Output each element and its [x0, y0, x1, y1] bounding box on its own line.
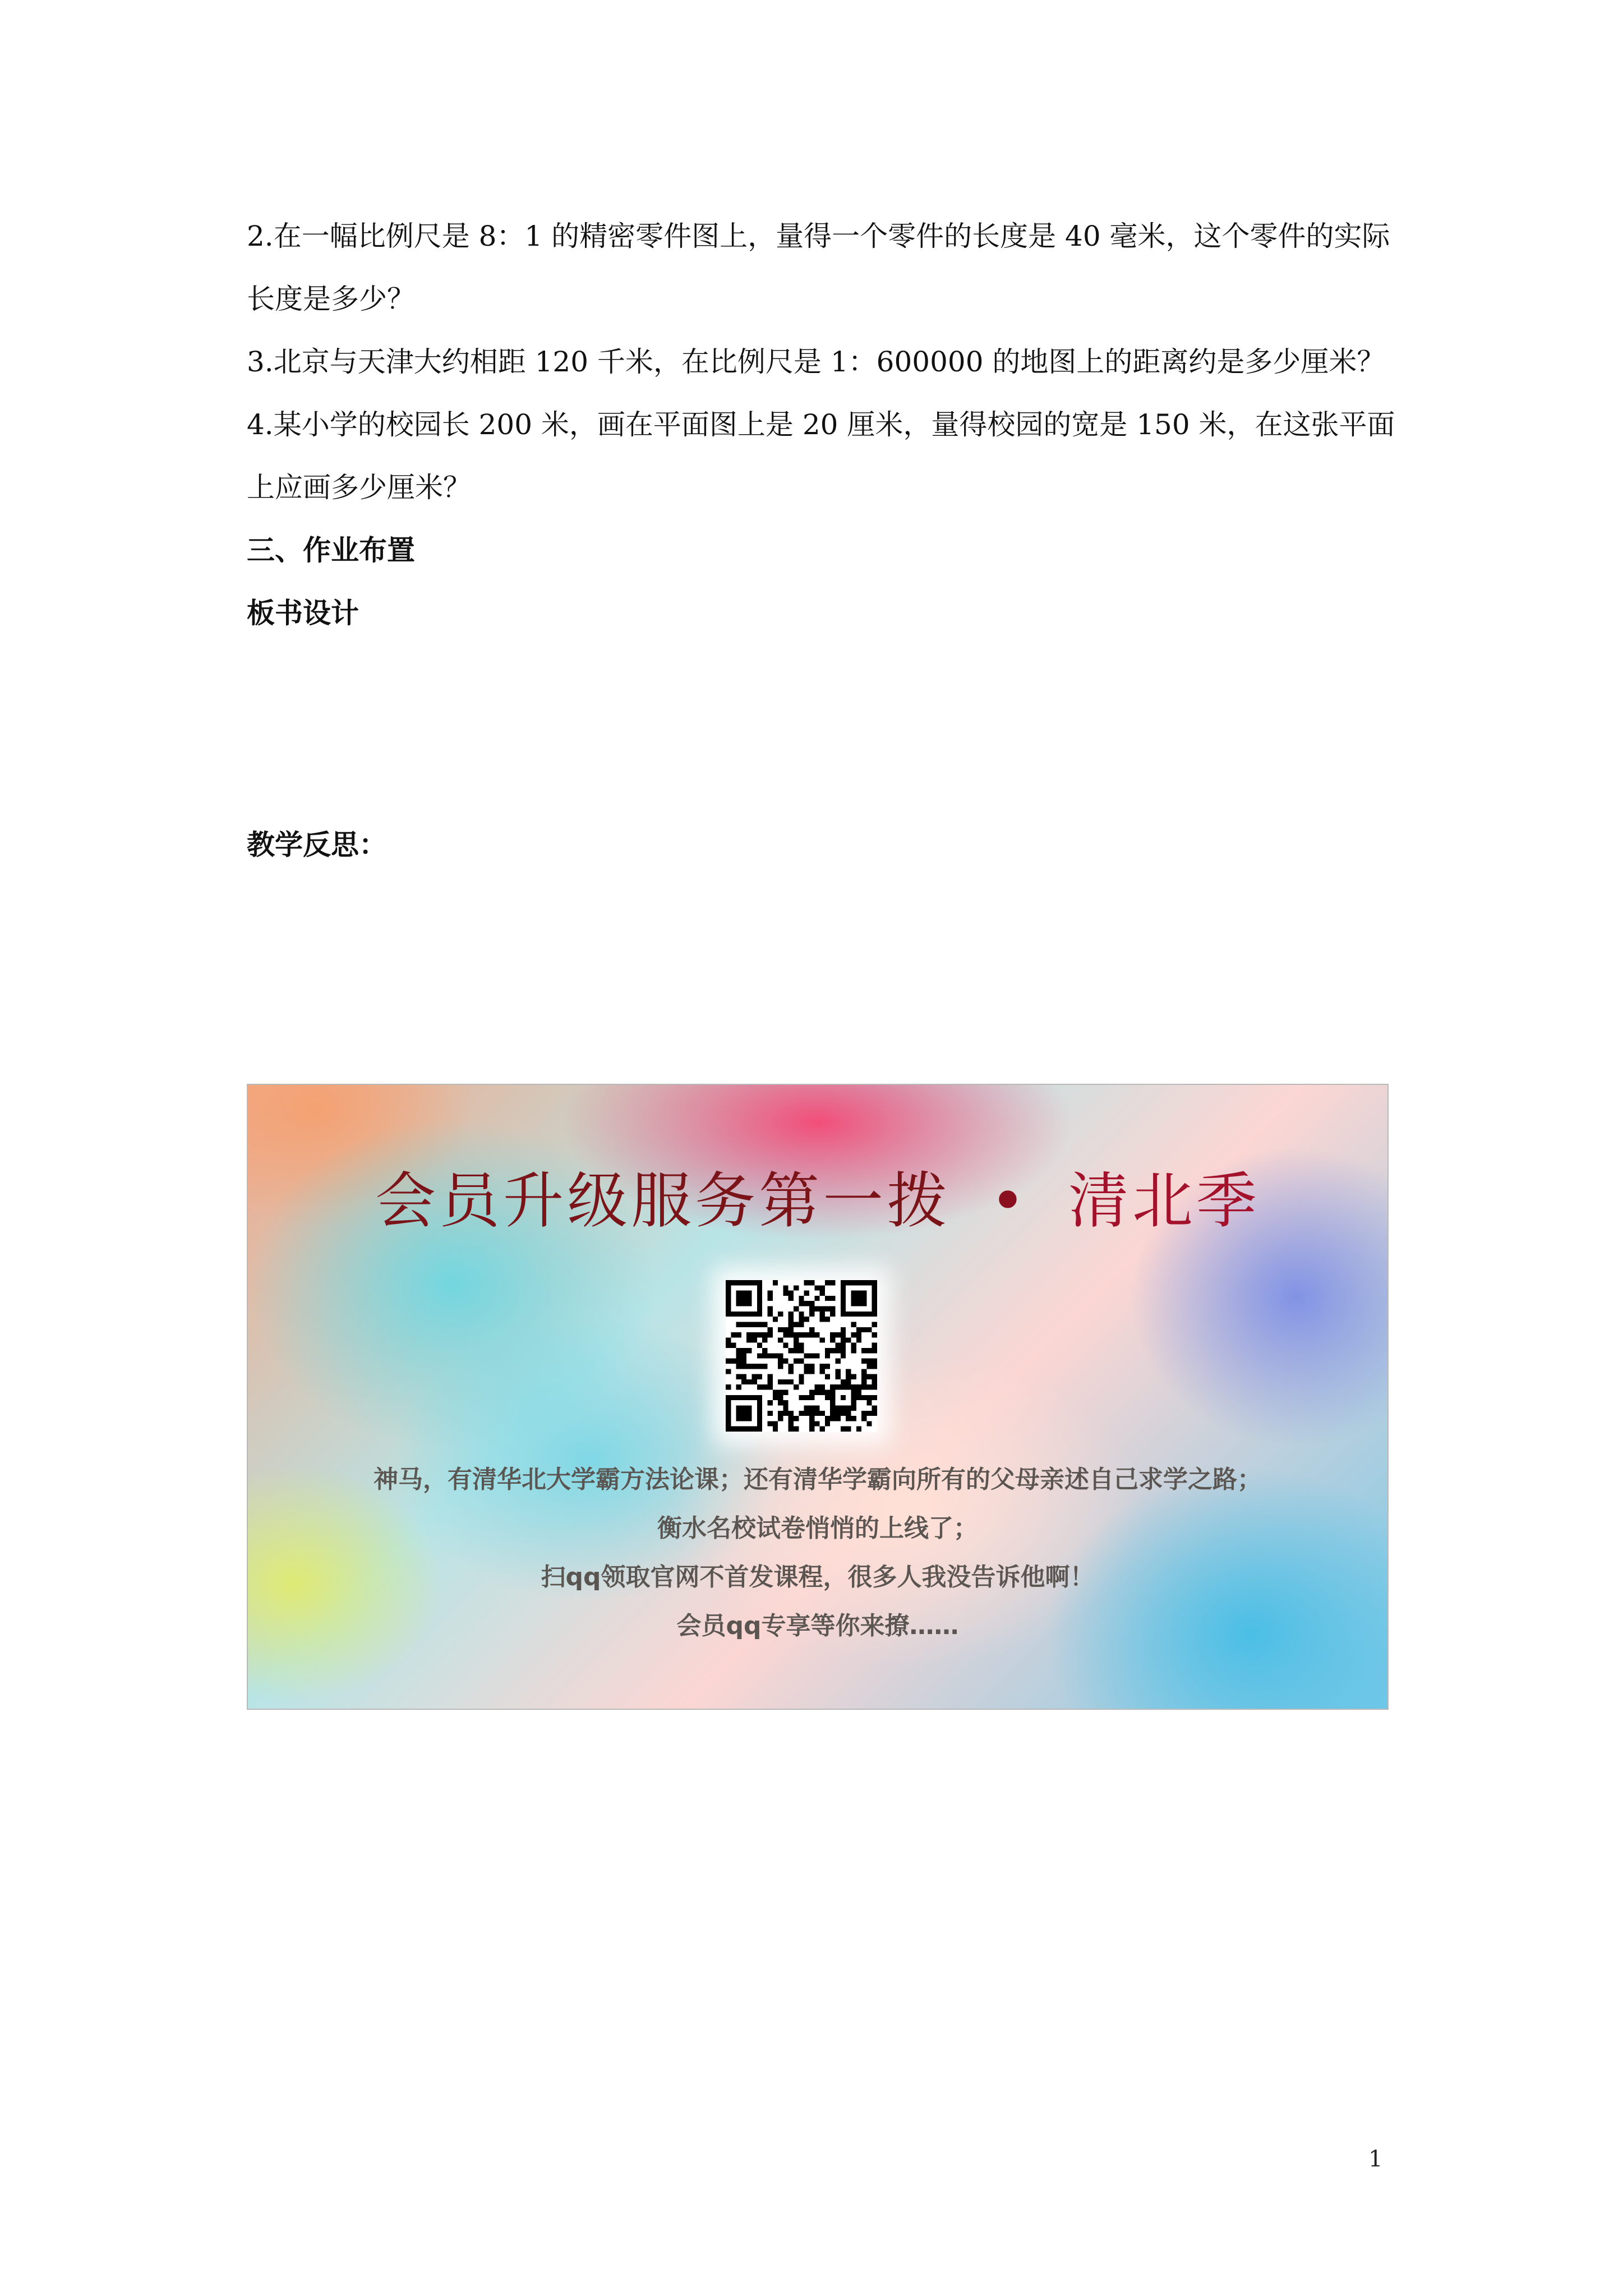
banner-text: [248, 1455, 1387, 1650]
page-number: 1: [1368, 2146, 1383, 2172]
question-2-line-1: 2.在一幅比例尺是 8：1 的精密零件图上，量得一个零件的长度是 40 毫米，这个零件的实际: [247, 220, 1390, 252]
banner-line: 扫qq领取官网不首发课程，很多人我没告诉他啊！: [541, 1563, 1095, 1591]
banner-separator: •: [990, 1166, 1029, 1236]
banner-title: [248, 1152, 1387, 1239]
question-3: 3.北京与天津大约相距 120 千米，在比例尺是 1：600000 的地图上的距离约是多少厘米？: [247, 346, 1385, 378]
banner-title-right: 清北季: [1068, 1166, 1260, 1236]
qr-code-icon[interactable]: [726, 1280, 877, 1432]
question-list: [247, 205, 1395, 645]
question-2-line-2: 长度是多少？: [247, 283, 415, 315]
promo-banner[interactable]: [247, 1084, 1389, 1710]
banner-line: 衡水名校试卷悄悄的上线了；: [657, 1514, 978, 1543]
banner-line: 会员qq专享等你来撩……: [676, 1612, 959, 1640]
teaching-reflection-heading: 教学反思：: [247, 829, 387, 861]
reflection-section: [247, 813, 1391, 876]
question-4-line-1: 4.某小学的校园长 200 米，画在平面图上是 20 厘米，量得校园的宽是 150 米，在这张平面: [247, 408, 1395, 441]
homework-heading: 三、作业布置: [247, 534, 415, 567]
question-4-line-2: 上应画多少厘米？: [247, 471, 471, 504]
banner-line: 神马，有清华北大学霸方法论课；还有清华学霸向所有的父母亲述自己求学之路；: [374, 1465, 1262, 1494]
banner-title-left: 会员升级服务第一拨: [375, 1166, 951, 1236]
board-design-heading: 板书设计: [247, 597, 359, 629]
